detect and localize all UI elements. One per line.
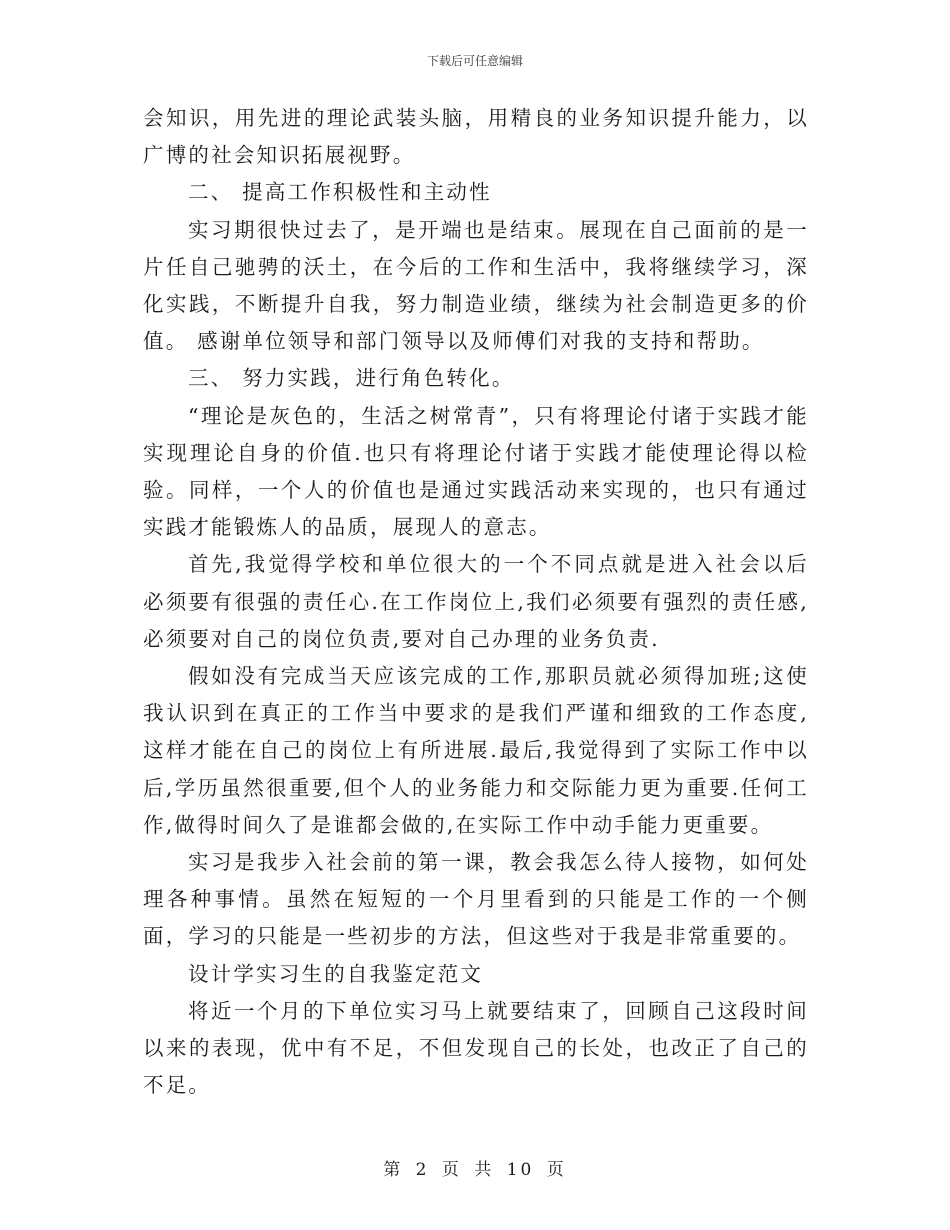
section-heading: 二、 提高工作积极性和主动性	[188, 180, 492, 205]
page-footer	[0, 1155, 950, 1180]
page-header-note: 下载后可任意编辑	[426, 54, 523, 68]
page-label-suffix: 页	[546, 1160, 567, 1180]
paragraph: 假如没有完成当天应该完成的工作,那职员就必须得加班;这使我认识到在真正的工作当中要求的是我们严谨和细致的工作态度,这样才能在自己的岗位上有所进展.最后,我觉得到了实际工作中以后,学历虽然很重要,但个人的业务能力和交际能力更为重要.任何工作,做得时间久了是谁都会做的,在实际工作中动手能力更重要。	[143, 664, 809, 837]
total-label: 共	[474, 1160, 495, 1180]
section-heading: 三、 努力实践，进行角色转化。	[188, 366, 515, 391]
paragraph: “理论是灰色的，生活之树常青”，只有将理论付诸于实践才能实现理论自身的价值.也只有将理论付诸于实践才能使理论得以检验。同样，一个人的价值也是通过实践活动来实现的，也只有通过实践才能锻炼人的品质，展现人的意志。	[143, 403, 809, 540]
total-pages-number: 10	[506, 1160, 535, 1180]
paragraph: 首先,我觉得学校和单位很大的一个不同点就是进入社会以后必须要有很强的责任心.在工作岗位上,我们必须要有强烈的责任感,必须要对自己的岗位负责,要对自己办理的业务负责.	[143, 552, 809, 651]
paragraph: 将近一个月的下单位实习马上就要结束了，回顾自己这段时间以来的表现，优中有不足，不但发现自己的长处，也改正了自己的不足。	[143, 998, 809, 1098]
article-title: 设计学实习生的自我鉴定范文	[188, 961, 484, 986]
current-page-number: 2	[415, 1160, 430, 1180]
page-label-prefix: 第	[383, 1160, 404, 1180]
paragraph: 实习期很快过去了，是开端也是结束。展现在自己面前的是一片任自己驰骋的沃土，在今后的工作和生活中，我将继续学习，深化实践，不断提升自我，努力制造业绩，继续为社会制造更多的价值。 感谢单位领导和部门领导以及师傅们对我的支持和帮助。	[143, 217, 809, 354]
paragraph: 实习是我步入社会前的第一课，教会我怎么待人接物，如何处理各种事情。虽然在短短的一个月里看到的只能是工作的一个侧面，学习的只能是一些初步的方法，但这些对于我是非常重要的。	[143, 850, 809, 949]
document-body	[143, 100, 809, 1104]
page-label-mid: 页	[441, 1160, 462, 1180]
paragraph: 会知识，用先进的理论武装头脑，用精良的业务知识提升能力，以广博的社会知识拓展视野。	[143, 106, 809, 168]
